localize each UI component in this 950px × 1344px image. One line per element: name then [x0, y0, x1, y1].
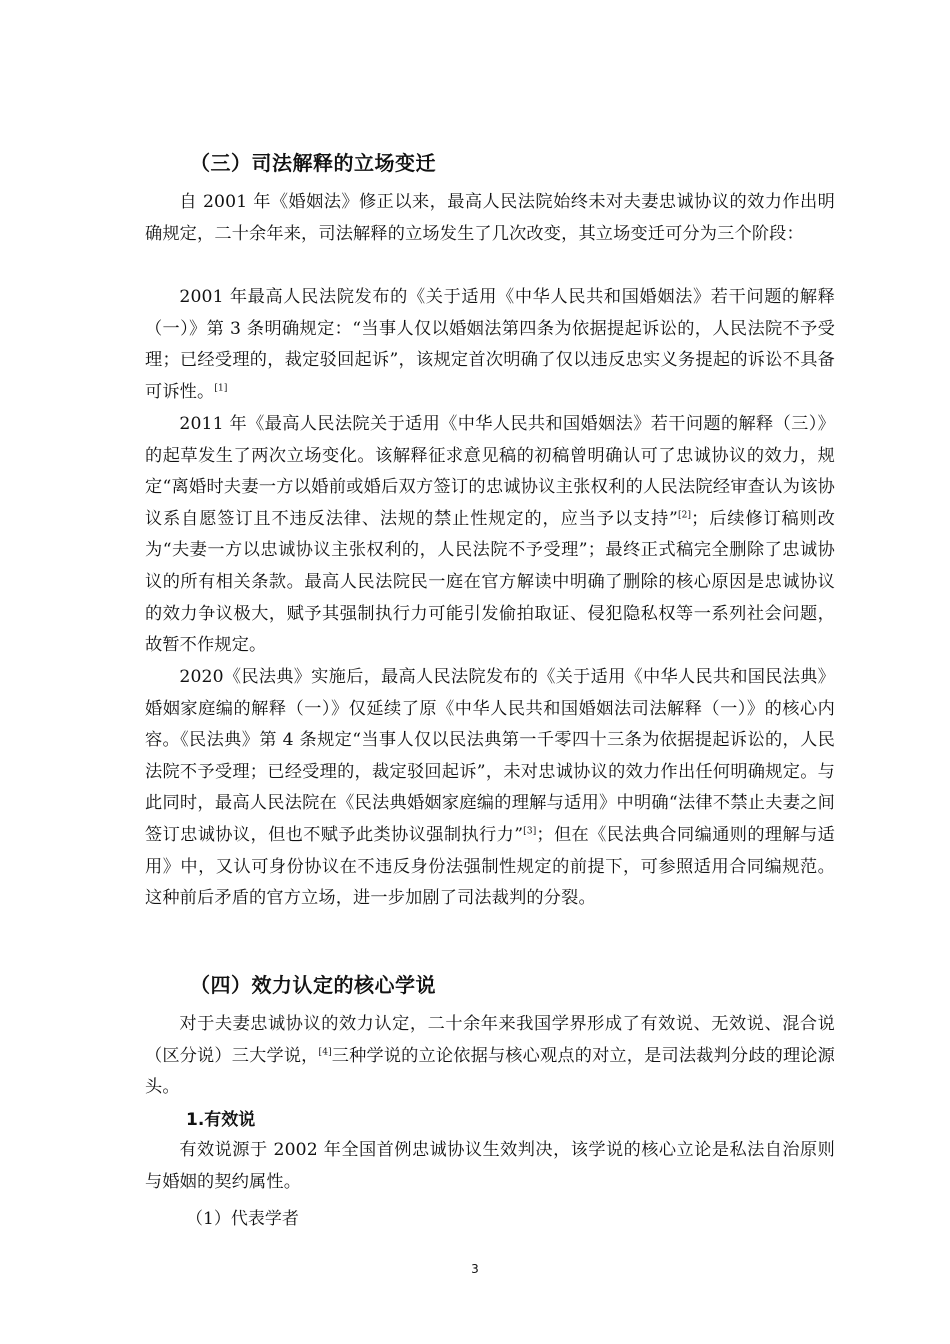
- paragraph-4-1: [145, 1009, 835, 1104]
- subheading-effective-theory: 1.有效说: [186, 1110, 256, 1130]
- paragraph-4-2: 有效说源于 2002 年全国首例忠诚协议生效判决，该学说的核心立论是私法自治原则与婚姻的契约属性。: [145, 1140, 835, 1192]
- paragraph-3-3-text-a: 2011 年《最高人民法院关于适用《中华人民共和国婚姻法》若干问题的解释（三）》的起草发生了两次立场变化。该解释征求意见稿的初稿曾明确认可了忠诚协议的效力，规定“离婚时夫妻一方以婚前或婚后双方签订的忠诚协议主张权利的人民法院经审查认为该协议系自愿签订且不违反法律、法规的禁止性规定的，应当予以支持”: [145, 414, 835, 529]
- paragraph-3-3-text-b: ；后续修订稿则改为“夫妻一方以忠诚协议主张权利的，人民法院不予受理”；最终正式稿完全删除了忠诚协议的所有相关条款。最高人民法院民一庭在官方解读中明确了删除的核心原因是忠诚协议的效力争议极大，赋予其强制执行力可能引发偷拍取证、侵犯隐私权等一系列社会问题，故暂不作规定。: [145, 508, 835, 656]
- paragraph-3-3: [145, 409, 835, 662]
- paragraph-3-1: 自 2001 年《婚姻法》修正以来，最高人民法院始终未对夫妻忠诚协议的效力作出明确规定，二十余年来，司法解释的立场发生了几次改变，其立场变迁可分为三个阶段：: [145, 192, 835, 244]
- citation-3: [3]: [523, 826, 537, 837]
- page-number: 3: [471, 1262, 479, 1276]
- paragraph-4-1-text-a: 对于夫妻忠诚协议的效力认定，二十余年来我国学界形成了有效说、无效说、混合说（区分说）三大学说，: [145, 1014, 835, 1066]
- citation-2: [2]: [677, 510, 692, 521]
- paragraph-3-2-text: 2001 年最高人民法院发布的《关于适用《中华人民共和国婚姻法》若干问题的解释（一）》第 3 条明确规定：“当事人仅以婚姻法第四条为依据提起诉讼的，人民法院不予受理；已经受理的，裁定驳回起诉”，该规定首次明确了仅以违反忠实义务提起的诉讼不具备可诉性。: [145, 287, 835, 402]
- citation-1: [1]: [214, 383, 228, 394]
- paragraph-3-4-text-a: 2020《民法典》实施后，最高人民法院发布的《关于适用《中华人民共和国民法典》婚姻家庭编的解释（一）》仅延续了原《中华人民共和国婚姻法司法解释（一）》的核心内容。《民法典》第 4 条规定“当事人仅以民法典第一千零四十三条为依据提起诉讼的，人民法院不予受理；已经受理的，裁定驳回起诉”，未对忠诚协议的效力作出任何明确规定。与此同时，最高人民法院在《民法典婚姻家庭编的理解与适用》中明确“法律不禁止夫妻之间签订忠诚协议，但也不赋予此类协议强制执行力”: [145, 667, 835, 845]
- paragraph-3-4-text-b: ；但在《民法典合同编通则的理解与适用》中，又认可身份协议在不违反身份法强制性规定的前提下，可参照适用合同编规范。这种前后矛盾的官方立场，进一步加剧了司法裁判的分裂。: [145, 824, 835, 909]
- list-item-representative-scholars: （1）代表学者: [186, 1209, 299, 1229]
- paragraph-3-2: [145, 282, 835, 408]
- paragraph-4-1-text-b: 三种学说的立论依据与核心观点的对立，是司法裁判分歧的理论源头。: [145, 1045, 835, 1098]
- citation-4: [4]: [318, 1046, 332, 1057]
- section-heading-3: （三）司法解释的立场变迁: [190, 151, 436, 175]
- section-heading-4: （四）效力认定的核心学说: [190, 973, 436, 997]
- paragraph-3-4: [145, 662, 835, 915]
